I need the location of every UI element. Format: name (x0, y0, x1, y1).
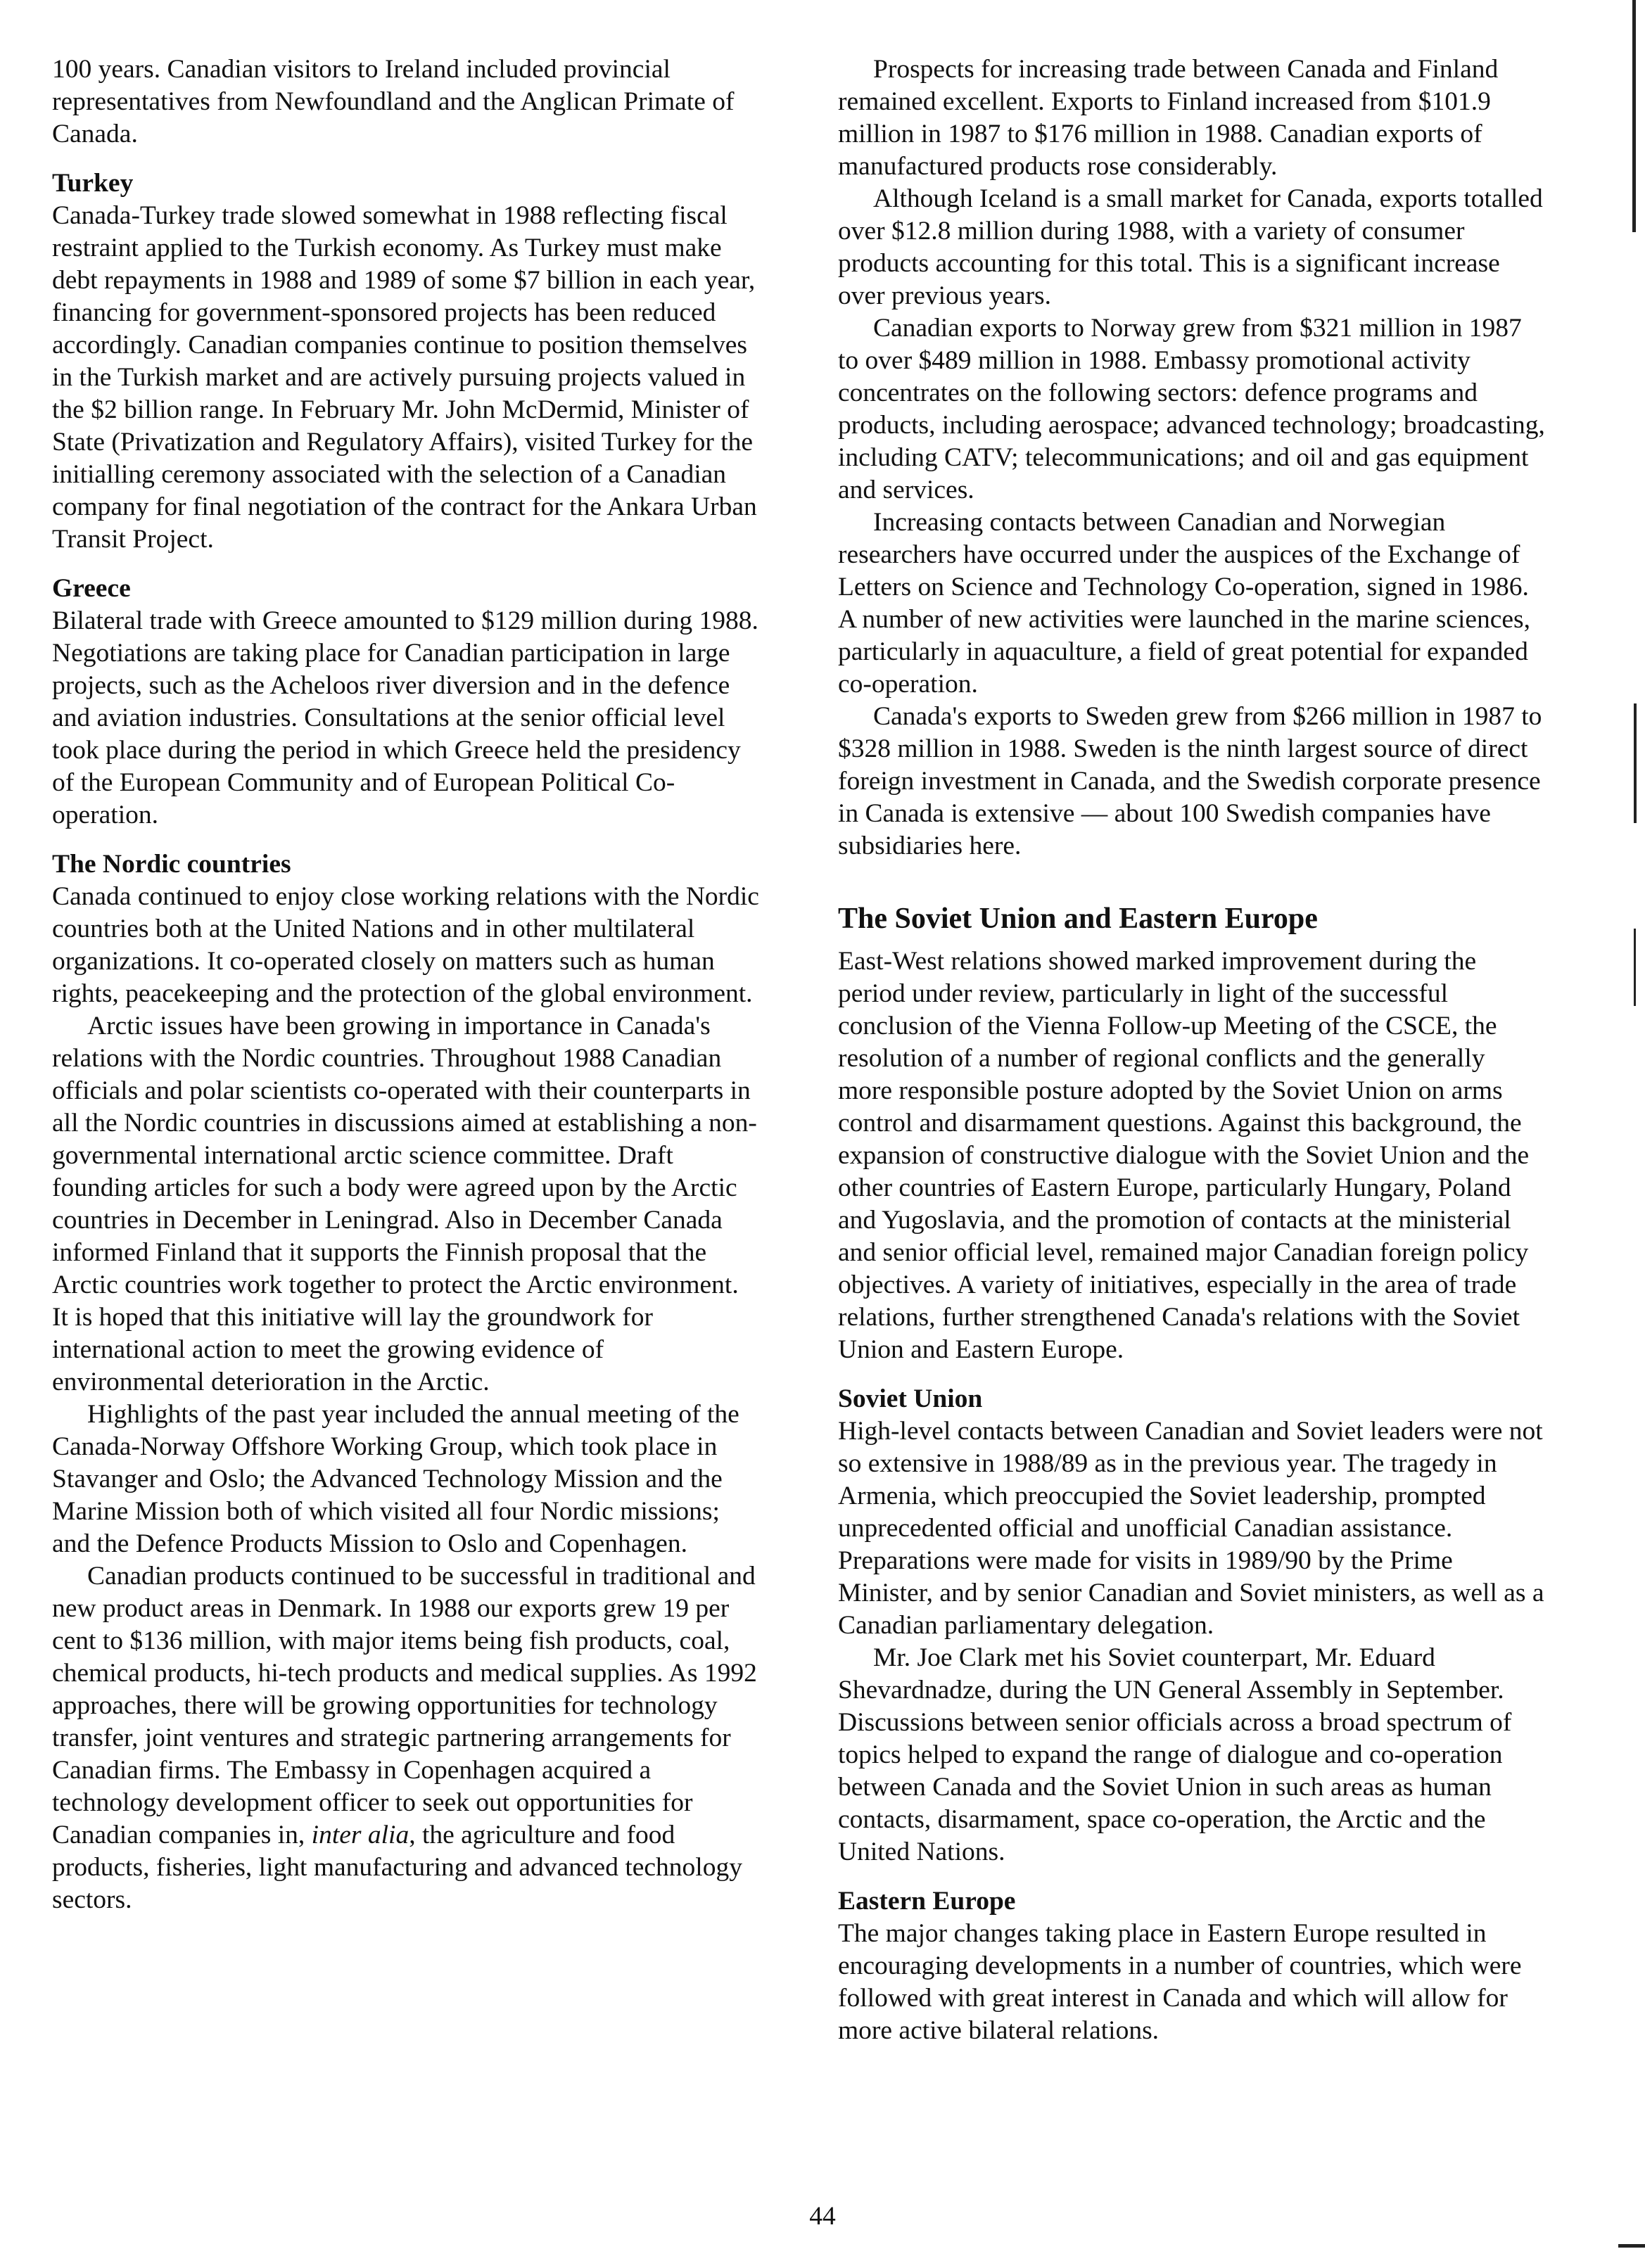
turkey-paragraph: Canada-Turkey trade slowed somewhat in 1988 reflecting fiscal restraint applied to the Turkish economy. As Turkey must make debt repayments in 1988 and 1989 of some $7 billion in each year, financing for government-sponsored projects has been reduced accordingly. Canadian companies continue to position themselves in the Turkish market and are actively pursuing projects valued in the $2 billion range. In February Mr. John McDermid, Minister of State (Privatization and Regulatory Affairs), visited Turkey for the initialling ceremony associated with the selection of a Canadian company for final negotiation of the contract for the Ankara Urban Transit Project. (52, 201, 757, 554)
scan-edge-mark-top (1632, 0, 1636, 232)
nordic-heading: The Nordic countries (52, 850, 291, 879)
greece-heading: Greece (52, 574, 131, 603)
soviet-heading: Soviet Union (838, 1384, 983, 1413)
norway-paragraph: Canadian exports to Norway grew from $321 million in 1987 to over $489 million in 1988. Embassy promotional activity concentrates on the following sectors: defence programs and products, including aerospace; advanced technology; broadcasting, including CATV; telecommunications; and oil and gas equipment and services. (838, 314, 1545, 504)
nordic-paragraph-4 (52, 1560, 759, 1916)
nordic-p4-text-b: , the agriculture and food products, fisheries, light manufacturing and advanced technology sectors. (52, 1821, 742, 1914)
page-number: 44 (809, 2202, 836, 2231)
nordic-p4-italic: inter alia (311, 1821, 409, 1849)
turkey-heading: Turkey (52, 169, 134, 198)
nordic-paragraph-1: Canada continued to enjoy close working relations with the Nordic countries both at the United Nations and in other multilateral organizations. It co-operated closely on matters such as human rights, peacekeeping and the protection of the global environment. (52, 882, 759, 1008)
soviet-paragraph-2: Mr. Joe Clark met his Soviet counterpart, Mr. Eduard Shevardnadze, during the UN General Assembly in September. Discussions between senior officials across a broad spectrum of topics helped to expand the range of dialogue and co-operation between Canada and the Soviet Union in such areas as human contacts, disarmament, space co-operation, the Arctic and the United Nations. (838, 1643, 1512, 1866)
left-column (52, 53, 759, 1916)
scan-edge-mark-bottom (1618, 2244, 1645, 2248)
eastern-heading: Eastern Europe (838, 1887, 1016, 1916)
greece-paragraph: Bilateral trade with Greece amounted to $129 million during 1988. Negotiations are taking place for Canadian participation in large projects, such as the Acheloos river diversion and in the defence and aviation industries. Consultations at the senior official level took place during the period in which Greece held the presidency of the European Community and of European Political Co-operation. (52, 606, 758, 829)
section-paragraph: East-West relations showed marked improvement during the period under review, particularly in light of the successful conclusion of the Vienna Follow-up Meeting of the CSCE, the resolution of a number of regional conflicts and the generally more responsible posture adopted by the Soviet Union on arms control and disarmament questions. Against this background, the expansion of constructive dialogue with the Soviet Union and the other countries of Eastern Europe, particularly Hungary, Poland and Yugoslavia, and the promotion of contacts at the ministerial and senior official level, remained major Canadian foreign policy objectives. A variety of initiatives, especially in the area of trade relations, further strengthened Canada's relations with the Soviet Union and Eastern Europe. (838, 947, 1530, 1364)
sweden-paragraph: Canada's exports to Sweden grew from $266 million in 1987 to $328 million in 1988. Sweden is the ninth largest source of direct foreign investment in Canada, and the Swedish corporate presence in Canada is extensive — about 100 Swedish companies have subsidiaries here. (838, 702, 1542, 860)
eastern-paragraph: The major changes taking place in Eastern Europe resulted in encouraging developments in a number of countries, which were followed with great interest in Canada and which will allow for more active bilateral relations. (838, 1919, 1522, 2045)
nordic-p4-text-a: Canadian products continued to be successful in traditional and new product areas in Denmark. In 1988 our exports grew 19 per cent to $136 million, with major items being fish products, coal, chemical products, hi-tech products and medical supplies. As 1992 approaches, there will be growing opportunities for technology transfer, joint ventures and strategic partnering arrangements for Canadian firms. The Embassy in Copenhagen acquired a technology development officer to seek out opportunities for Canadian companies in, (52, 1562, 757, 1849)
scan-edge-mark-lower (1634, 929, 1636, 1006)
intro-paragraph: 100 years. Canadian visitors to Ireland included provincial representatives from Newfoundland and the Anglican Primate of Canada. (52, 55, 735, 148)
right-column (838, 53, 1545, 2047)
finland-paragraph: Prospects for increasing trade between Canada and Finland remained excellent. Exports to Finland increased from $101.9 million in 1987 to $176 million in 1988. Canadian exports of manufactured products rose considerably. (838, 55, 1499, 181)
iceland-paragraph: Although Iceland is a small market for Canada, exports totalled over $12.8 million during 1988, with a variety of consumer products accounting for this total. This is a significant increase over previous years. (838, 184, 1543, 310)
norway-research-paragraph: Increasing contacts between Canadian and Norwegian researchers have occurred under the auspices of the Exchange of Letters on Science and Technology Co-operation, signed in 1986. A number of new activities were launched in the marine sciences, particularly in aquaculture, a field of great potential for expanded co-operation. (838, 508, 1531, 699)
nordic-paragraph-3: Highlights of the past year included the annual meeting of the Canada-Norway Offshore Working Group, which took place in Stavanger and Oslo; the Advanced Technology Mission and the Marine Mission both of which visited all four Nordic missions; and the Defence Products Mission to Oslo and Copenhagen. (52, 1400, 739, 1558)
section-heading: The Soviet Union and Eastern Europe (838, 903, 1318, 935)
scan-edge-mark-middle (1634, 703, 1637, 823)
nordic-paragraph-2: Arctic issues have been growing in importance in Canada's relations with the Nordic countries. Throughout 1988 Canadian officials and polar scientists co-operated with their counterparts in all the Nordic countries in discussions aimed at establishing a non-governmental international arctic science committee. Draft founding articles for such a body were agreed upon by the Arctic countries in December in Leningrad. Also in December Canada informed Finland that it supports the Finnish proposal that the Arctic countries work together to protect the Arctic environment. It is hoped that this initiative will lay the groundwork for international action to meet the growing evidence of environmental deterioration in the Arctic. (52, 1012, 757, 1396)
soviet-paragraph-1: High-level contacts between Canadian and Soviet leaders were not so extensive in 1988/89 as in the previous year. The tragedy in Armenia, which preoccupied the Soviet leadership, prompted unprecedented official and unofficial Canadian assistance. Preparations were made for visits in 1989/90 by the Prime Minister, and by senior Canadian and Soviet ministers, as well as a Canadian parliamentary delegation. (838, 1417, 1544, 1640)
